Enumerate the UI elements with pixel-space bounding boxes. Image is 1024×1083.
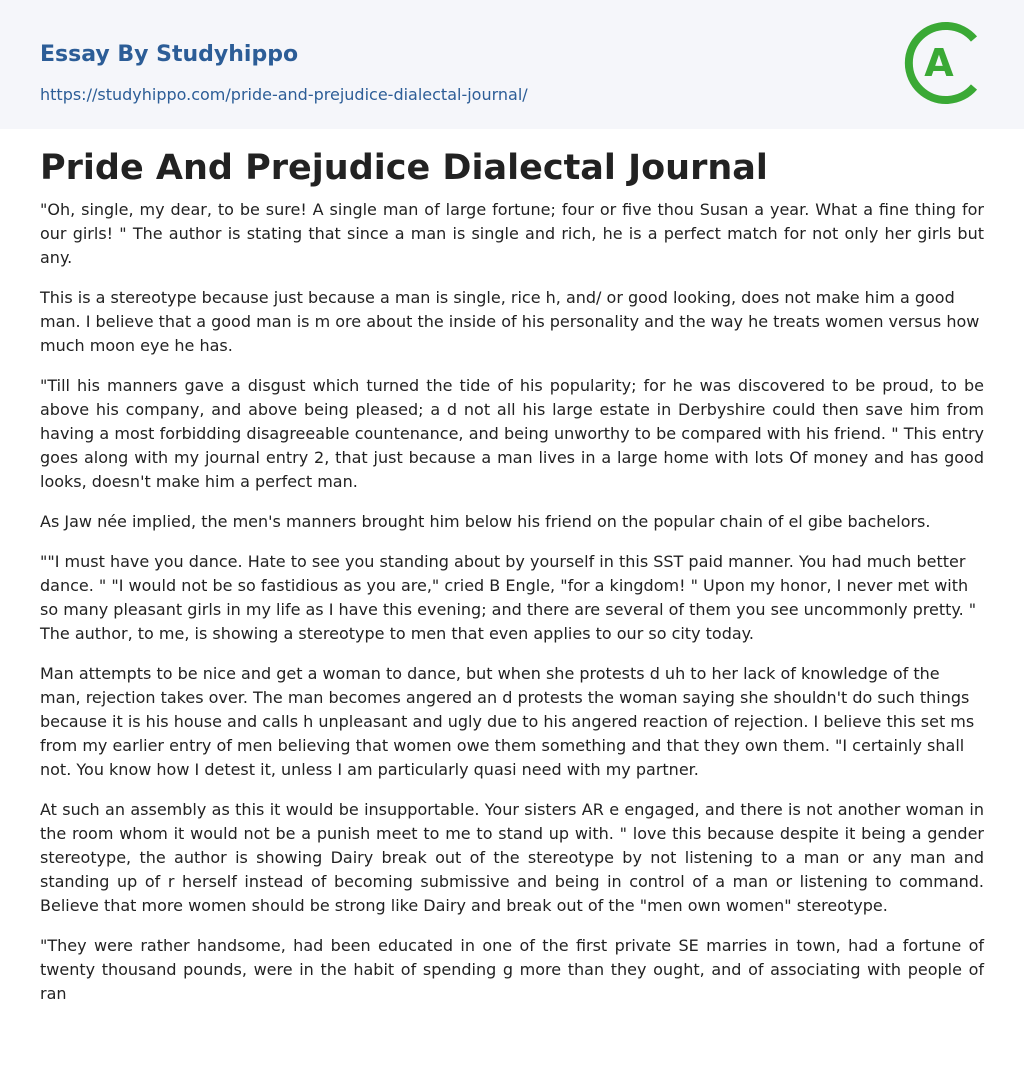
page-title: Pride And Prejudice Dialectal Journal	[40, 148, 768, 188]
site-header	[0, 0, 1024, 129]
article-paragraph: Man attempts to be nice and get a woman to dance, but when she protests d uh to her lack of knowledge of the man, rejection takes over. The man becomes angered an d protests the woman saying she shouldn't do such things because it is his house and calls h unpleasant and ugly due to his angered reaction of rejection. I believe this set ms from my earlier entry of men believing that women owe them something and that they own them. "I certainly shall not. You know how I detest it, unless I am particularly quasi need with my partner.	[40, 664, 975, 779]
article-paragraph: "They were rather handsome, had been educated in one of the first private SE marries in town, had a fortune of twenty thousand pounds, were in the habit of spending g more than they ought, and of associating with people of ran	[40, 936, 984, 1003]
article-paragraph: As Jaw née implied, the men's manners brought him below his friend on the popular chain of el gibe bachelors.	[40, 512, 931, 531]
article-paragraph: This is a stereotype because just because a man is single, rice h, and/ or good looking, does not make him a good man. I believe that a good man is m ore about the inside of his personality and the way he treats women versus how much moon eye he has.	[40, 288, 980, 355]
article	[40, 146, 984, 1022]
page-url-link[interactable]: https://studyhippo.com/pride-and-prejudice-dialectal-journal/	[40, 85, 528, 104]
studyhippo-logo-icon[interactable]	[904, 20, 986, 106]
article-paragraph: "Till his manners gave a disgust which turned the tide of his popularity; for he was discovered to be proud, to be above his company, and above being pleased; a d not all his large estate in Derbyshire could then save him from having a most forbidding disagreeable countenance, and being unworthy to be compared with his friend. " This entry goes along with my journal entry 2, that just because a man lives in a large home with lots Of money and has good looks, doesn't make him a perfect man.	[40, 376, 984, 491]
site-brand[interactable]: Essay By Studyhippo	[40, 42, 299, 67]
logo-letter: A	[924, 41, 954, 85]
article-paragraph: "Oh, single, my dear, to be sure! A single man of large fortune; four or five thou Susan a year. What a fine thing for our girls! " The author is stating that since a man is single and rich, he is a perfect match for not only her girls but any.	[40, 200, 984, 267]
article-paragraph: At such an assembly as this it would be insupportable. Your sisters AR e engaged, and there is not another woman in the room whom it would not be a punish meet to me to stand up with. " love this because despite it being a gender stereotype, the author is showing Dairy break out of the stereotype by not listening to a man or any man and standing up of r herself instead of becoming submissive and being in control of a man or listening to command. Believe that more women should be strong like Dairy and break out of the "men own women" stereotype.	[40, 800, 984, 915]
article-paragraph: ""I must have you dance. Hate to see you standing about by yourself in this SST paid manner. You had much better dance. " "I would not be so fastidious as you are," cried B Engle, "for a kingdom! " Upon my honor, I never met with so many pleasant girls in my life as I have this evening; and there are several of them you see uncommonly pretty. " The author, to me, is showing a stereotype to men that even applies to our so city today.	[40, 552, 977, 643]
